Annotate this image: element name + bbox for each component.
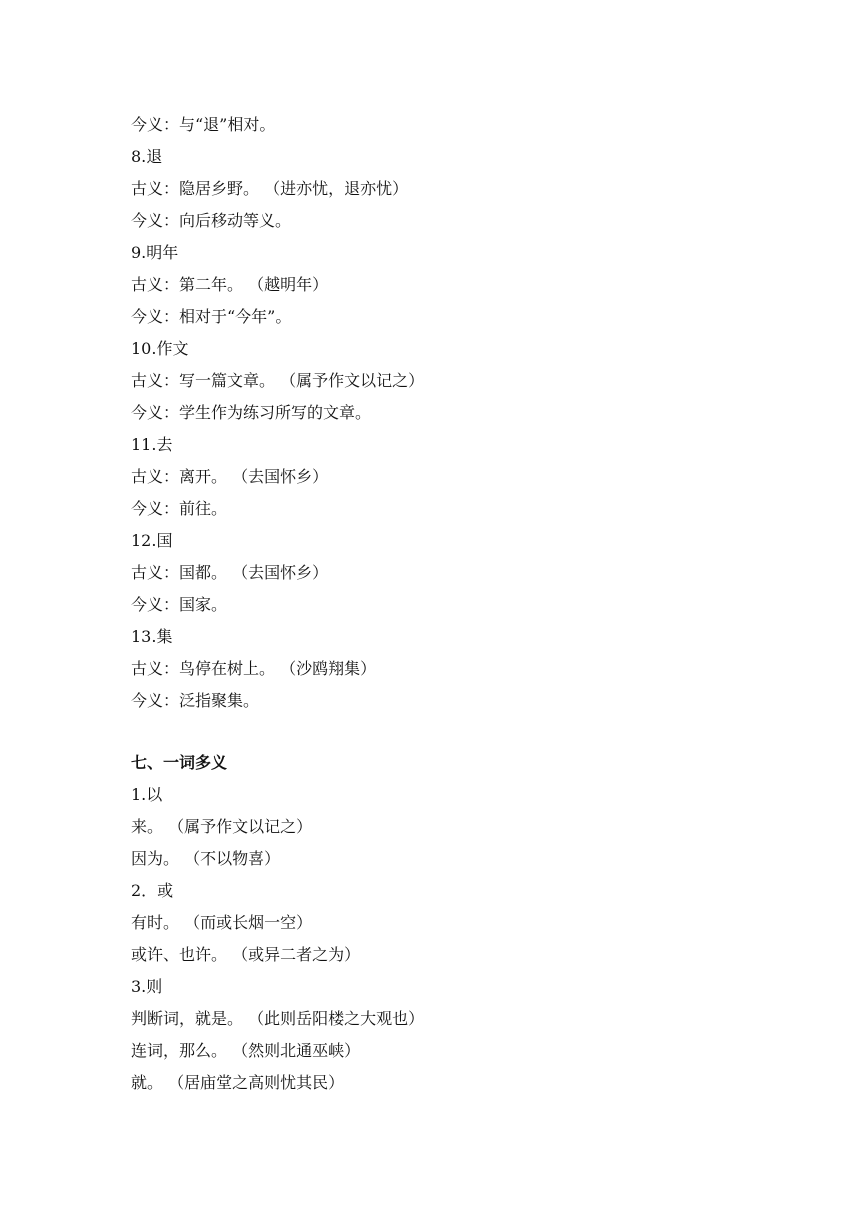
text-line: 古义：国都。 （去国怀乡）	[131, 563, 329, 582]
text-line: 今义：国家。	[131, 595, 228, 614]
text-line: 因为。 （不以物喜）	[131, 849, 281, 868]
entry-title: 2．或	[131, 881, 174, 900]
entry-title: 8.退	[131, 147, 163, 166]
text-line: 判断词，就是。 （此则岳阳楼之大观也）	[131, 1009, 425, 1028]
text-line: 连词，那么。 （然则北通巫峡）	[131, 1041, 361, 1060]
entry-title: 3.则	[131, 977, 163, 996]
text-line: 古义：写一篇文章。 （属予作文以记之）	[131, 371, 425, 390]
entry-title: 1.以	[131, 785, 163, 804]
section-gap	[131, 717, 771, 747]
text-line: 古义：第二年。 （越明年）	[131, 275, 329, 294]
text-line: 有时。 （而或长烟一空）	[131, 913, 313, 932]
text-line: 古义：隐居乡野。 （进亦忧，退亦忧）	[131, 179, 409, 198]
text-line: 今义：泛指聚集。	[131, 691, 260, 710]
text-line: 就。 （居庙堂之高则忧其民）	[131, 1073, 345, 1092]
document-page	[131, 109, 771, 1099]
entry-title: 10.作文	[131, 339, 189, 358]
entry-title: 9.明年	[131, 243, 179, 262]
entry-title: 13.集	[131, 627, 173, 646]
section-heading: 七、一词多义	[131, 753, 228, 772]
text-line: 今义：前往。	[131, 499, 228, 518]
text-line: 今义：向后移动等义。	[131, 211, 292, 230]
text-line: 古义：鸟停在树上。 （沙鸥翔集）	[131, 659, 377, 678]
text-line: 今义：与“退”相对。	[131, 115, 276, 134]
text-line: 来。 （属予作文以记之）	[131, 817, 313, 836]
entry-title: 11.去	[131, 435, 173, 454]
text-line: 或许、也许。 （或异二者之为）	[131, 945, 361, 964]
text-line: 今义：相对于“今年”。	[131, 307, 292, 326]
text-line: 古义：离开。 （去国怀乡）	[131, 467, 329, 486]
entry-title: 12.国	[131, 531, 173, 550]
text-line: 今义：学生作为练习所写的文章。	[131, 403, 372, 422]
